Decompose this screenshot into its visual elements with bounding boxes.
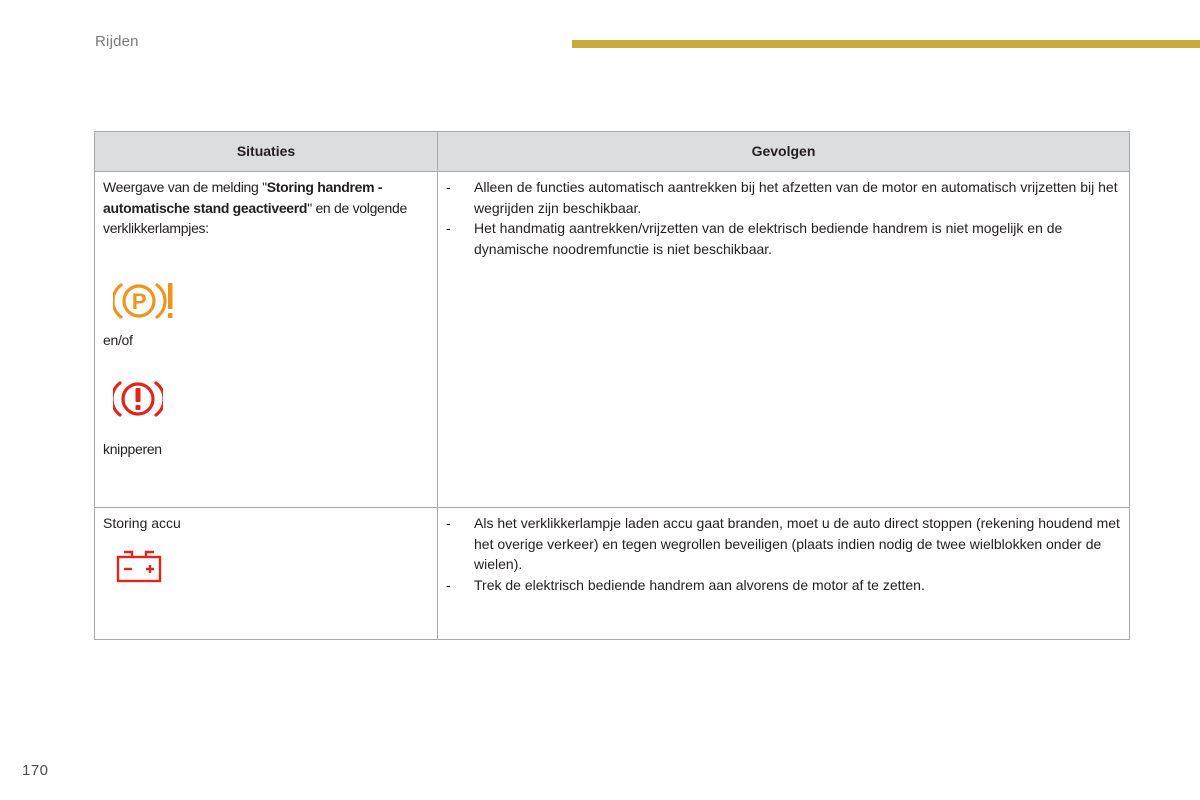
header-accent-bar — [572, 40, 1200, 48]
situation-text-before: Weergave van de melding " — [103, 179, 267, 195]
column-header-situaties: Situaties — [95, 132, 438, 172]
list-item — [446, 575, 1121, 596]
bullet-marker: - — [446, 179, 451, 195]
consequence-text: Trek de elektrisch bediende handrem aan alvorens de motor af te zetten. — [474, 576, 925, 593]
svg-text:P: P — [131, 288, 147, 314]
consequence-text: Het handmatig aantrekken/vrijzetten van de elektrisch bediende handrem is niet mogelijk en de dynamische noodremfunctie is niet beschikbaar. — [474, 220, 1063, 257]
list-item — [446, 218, 1121, 259]
situation-cell — [95, 172, 438, 508]
malfunction-table — [94, 131, 1130, 640]
consequences-cell — [438, 508, 1130, 640]
situation-text: Storing accu — [103, 515, 181, 531]
bullet-marker: - — [446, 220, 451, 236]
situation-message — [103, 177, 429, 239]
parking-brake-warning-icon — [113, 280, 177, 322]
brake-warning-icon — [113, 378, 163, 420]
consequence-text: Als het verklikkerlampje laden accu gaat branden, moet u de auto direct stoppen (rekening houdend met het overige verkeer) en tegen wegrollen beveiligen (plaats indien nodig de twee wielblokken onder de wielen). — [474, 515, 1120, 572]
situation-note: knipperen — [103, 441, 162, 457]
situation-connector: en/of — [103, 331, 133, 348]
page-number: 170 — [22, 762, 49, 779]
bullet-marker: - — [446, 515, 451, 531]
list-item — [446, 513, 1121, 575]
consequence-list — [446, 177, 1121, 259]
consequence-text: Alleen de functies automatisch aantrekken bij het afzetten van de motor en automatisch vrijzetten bij het wegrijden zijn beschikbaar. — [474, 179, 1118, 216]
situation-cell — [95, 508, 438, 640]
list-item — [446, 177, 1121, 218]
table-header-row — [95, 132, 1130, 172]
table-row — [95, 172, 1130, 508]
consequence-list — [446, 513, 1121, 595]
situation-message-bold: Storing handrem - automatische stand geactiveerd — [103, 179, 383, 216]
battery-warning-icon — [115, 548, 163, 584]
section-title: Rijden — [95, 33, 139, 50]
bullet-marker: - — [446, 576, 451, 593]
situation-text-after: " en de volgende verklikkerlampjes: — [103, 199, 407, 236]
table-row — [95, 508, 1130, 640]
column-header-gevolgen: Gevolgen — [438, 132, 1130, 172]
consequences-cell — [438, 172, 1130, 508]
